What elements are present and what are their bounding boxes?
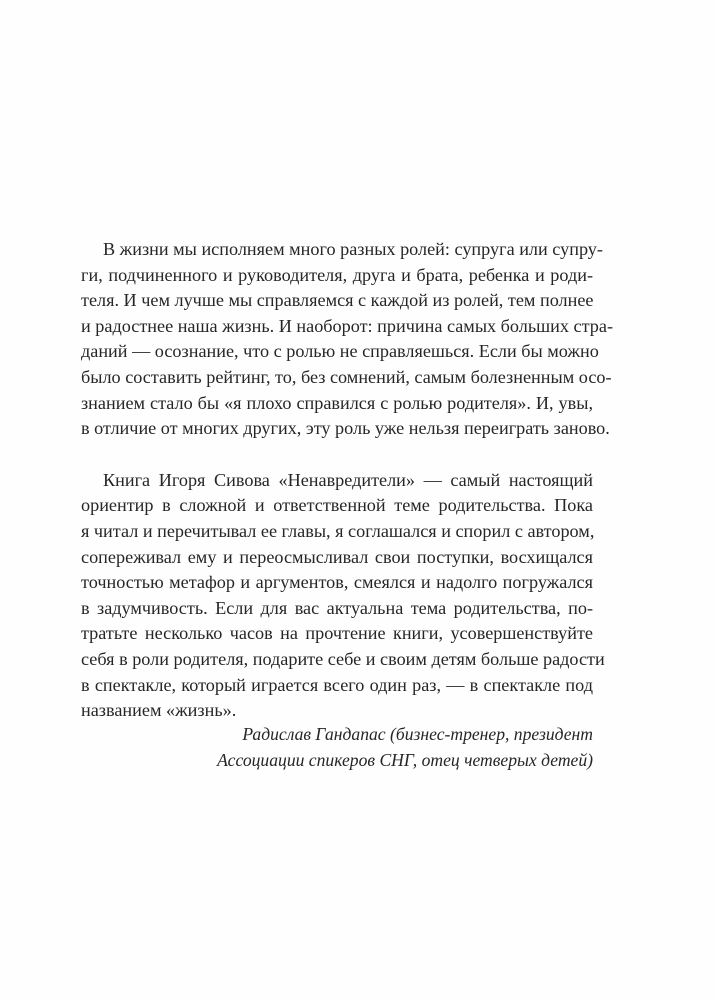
text-line: названием «жизнь». <box>81 700 237 721</box>
paragraph-spacer <box>81 442 593 468</box>
text-line: знанием стало бы «я плохо справился с ролью родителя». И, увы, <box>81 392 593 413</box>
text-line: и радостнее наша жизнь. И наоборот: причина самых больших стра- <box>81 315 614 336</box>
text-line: в отличие от многих других, эту роль уже нельзя переиграть заново. <box>81 418 610 439</box>
text-line: ориентир в сложной и ответственной теме родительства. Пока <box>81 495 593 516</box>
text-line: ги, подчиненного и руководителя, друга и брата, ребенка и роди- <box>81 264 593 285</box>
text-line: теля. И чем лучше мы справляемся с каждой из ролей, тем полнее <box>81 290 594 311</box>
paragraph-2 <box>81 468 605 724</box>
body-text <box>81 237 614 724</box>
text-line: Книга Игоря Сивова «Ненавредители» — самый настоящий <box>103 469 593 490</box>
text-line: себя в роли родителя, подарите себе и своим детям больше радости <box>81 648 605 669</box>
text-line: я читал и перечитывал ее главы, я соглашался и спорил с автором, <box>81 520 595 541</box>
quote-attribution <box>217 722 593 773</box>
paragraph-1 <box>81 237 614 442</box>
text-line: было составить рейтинг, то, без сомнений, самым болезненным осо- <box>81 366 612 387</box>
text-line: тратьте несколько часов на прочтение книги, усовершенствуйте <box>81 623 593 644</box>
text-line: точностью метафор и аргументов, смеялся и надолго погружался <box>81 572 593 593</box>
text-line: в спектакле, который играется всего один раз, — в спектакле под <box>81 674 593 695</box>
text-line: В жизни мы исполняем много разных ролей: супруга или супру- <box>103 239 603 259</box>
attribution-line: Ассоциации спикеров СНГ, отец четверых детей) <box>217 749 593 770</box>
text-line: сопереживал ему и переосмысливал свои поступки, восхищался <box>81 546 593 567</box>
text-line: даний — осознание, что с ролью не справляешься. Если бы можно <box>81 341 599 362</box>
attribution-line: Радислав Гандапас (бизнес-тренер, президент <box>242 724 593 744</box>
text-line: в задумчивость. Если для вас актуальна тема родительства, по- <box>81 597 593 618</box>
